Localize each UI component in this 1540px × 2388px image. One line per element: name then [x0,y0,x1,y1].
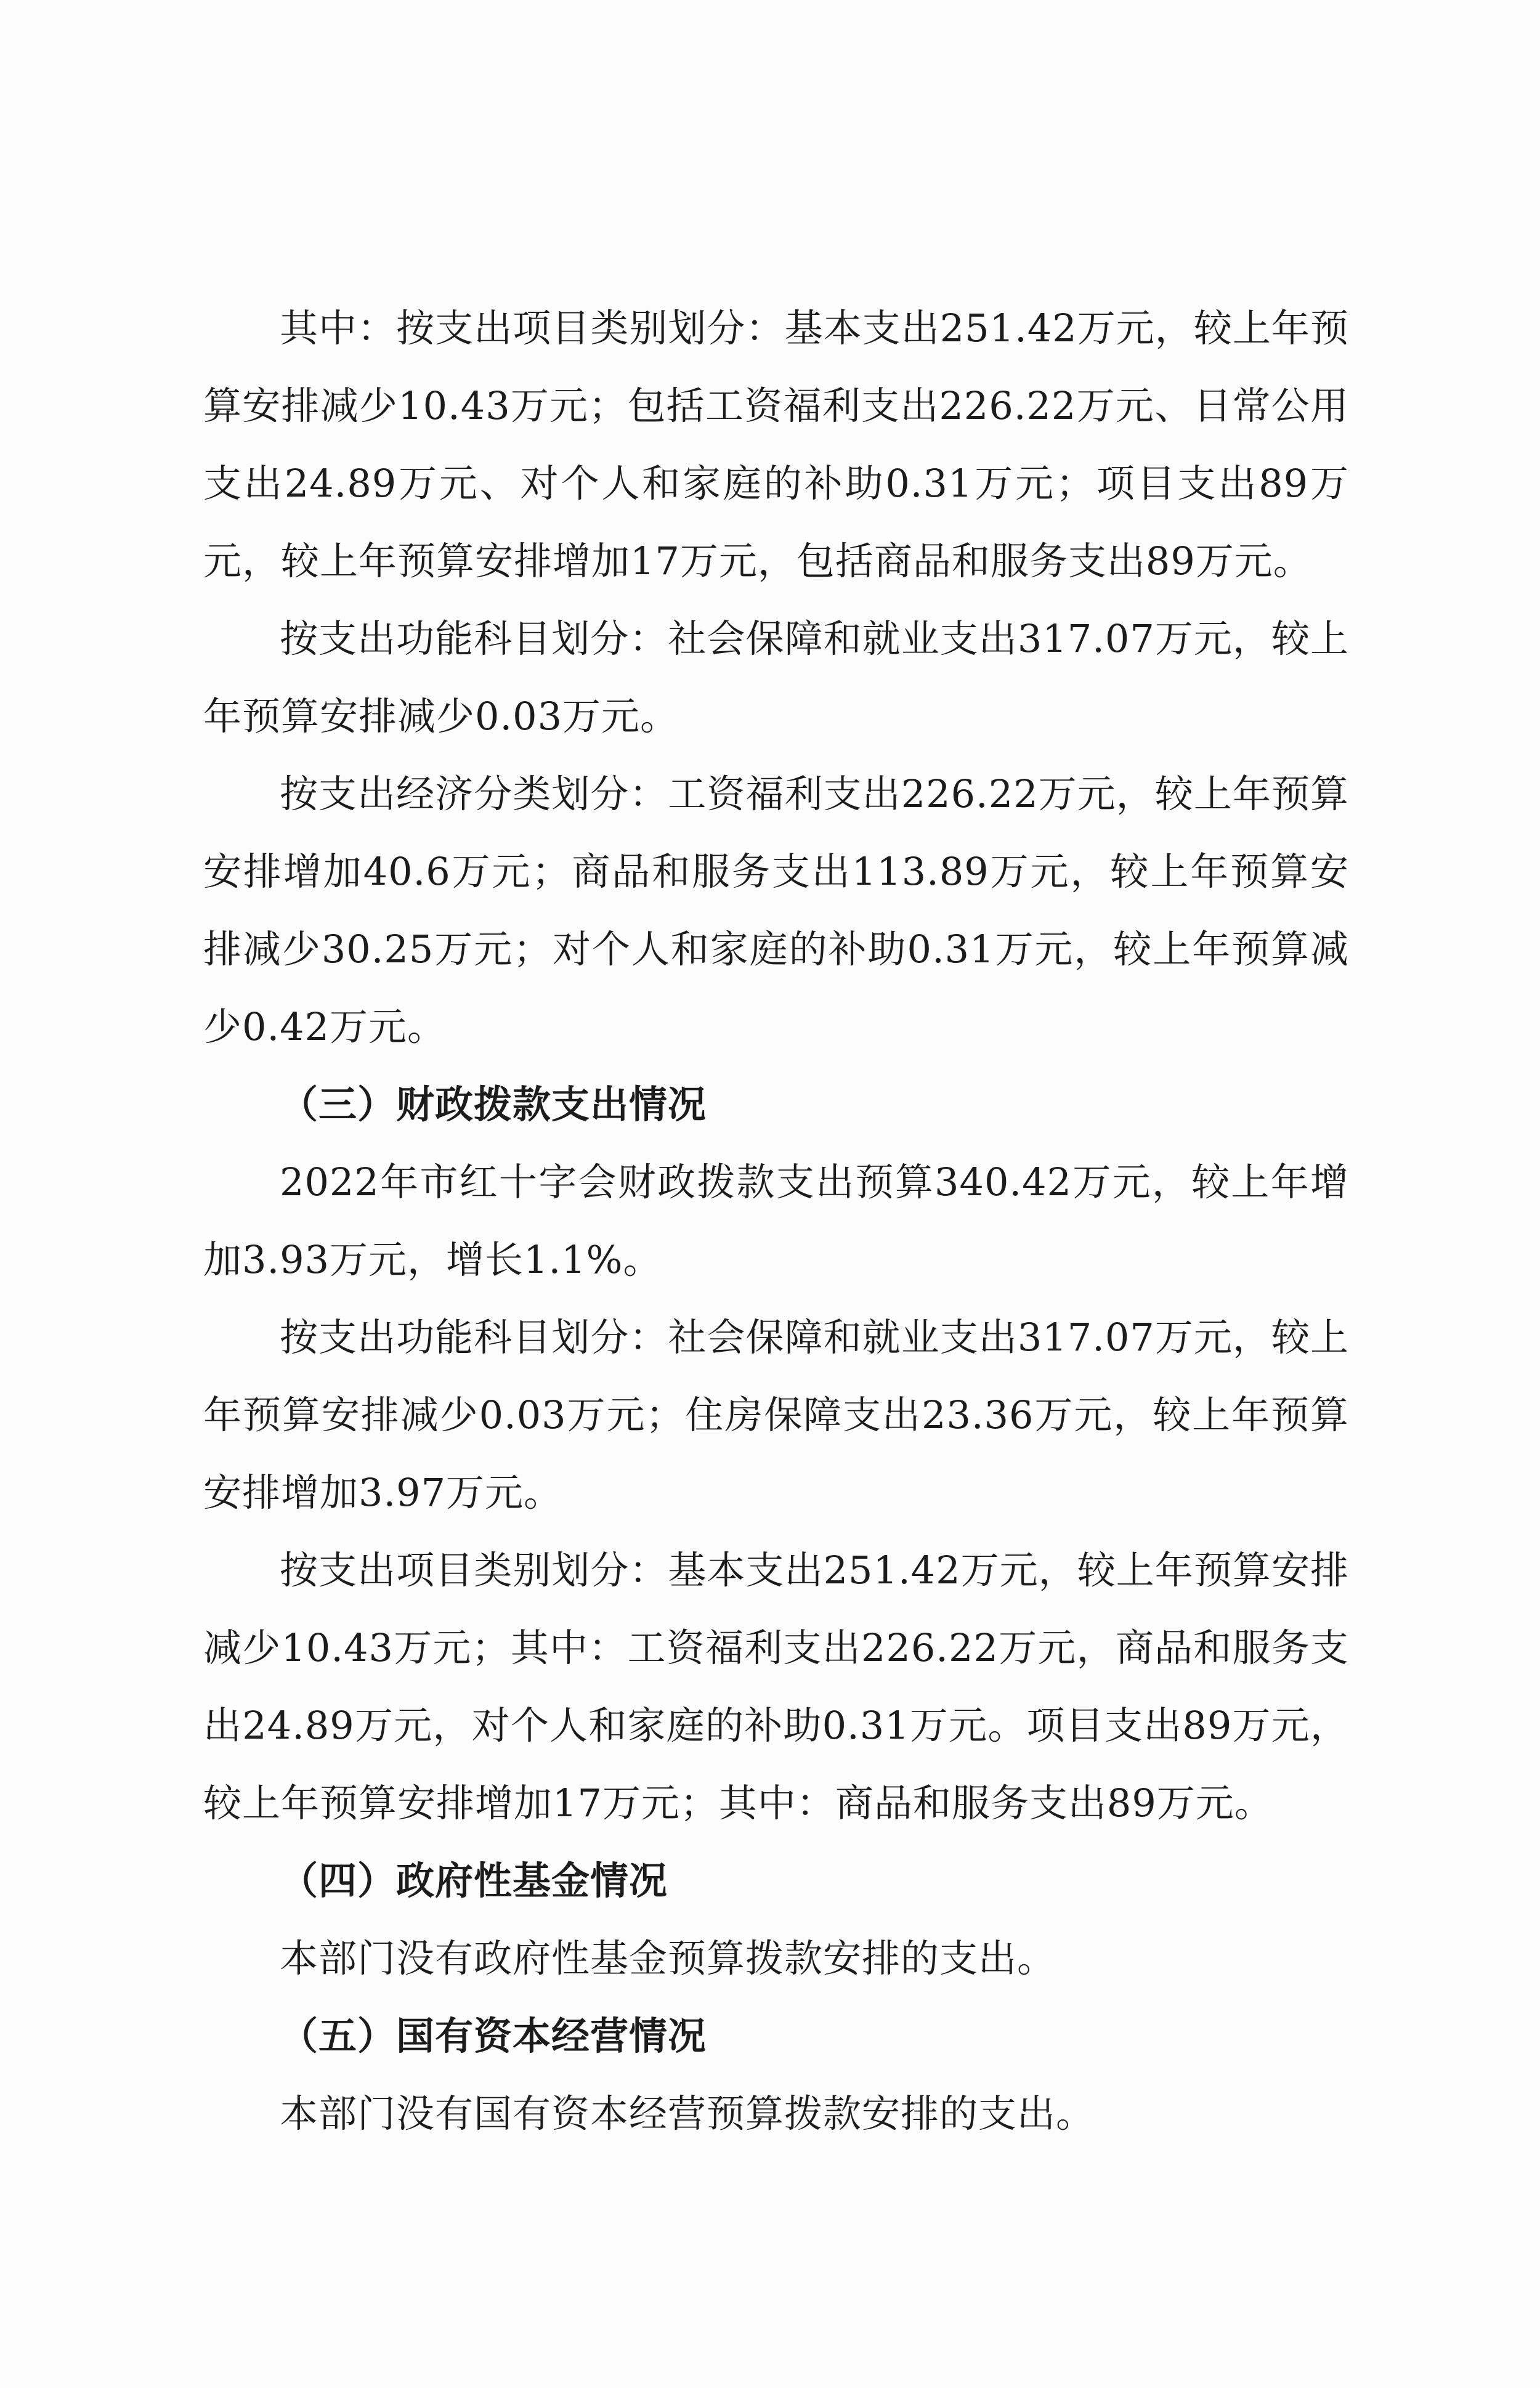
paragraph-fiscal-by-project-category: 按支出项目类别划分：基本支出251.42万元，较上年预算安排减少10.43万元；其中：工资福利支出226.22万元，商品和服务支出24.89万元，对个人和家庭的补助0.31万元。项目支出89万元，较上年预算安排增加17万元；其中：商品和服务支出89万元。 [203,1548,1349,1826]
document-body [203,290,1349,2153]
paragraph-fiscal-by-function: 按支出功能科目划分：社会保障和就业支出317.07万元，较上年预算安排减少0.03万元；住房保障支出23.36万元，较上年预算安排增加3.97万元。 [203,1315,1349,1515]
paragraph-fiscal-appropriation-total: 2022年市红十字会财政拨款支出预算340.42万元，较上年增加3.93万元，增长1.1%。 [203,1159,1349,1282]
paragraph-government-fund: 本部门没有政府性基金预算拨款安排的支出。 [280,1936,1056,1981]
section-heading-fiscal-appropriation: （三）财政拨款支出情况 [280,1082,707,1127]
paragraph-expenditure-by-economic-class: 按支出经济分类划分：工资福利支出226.22万元，较上年预算安排增加40.6万元；商品和服务支出113.89万元，较上年预算安排减少30.25万元；对个人和家庭的补助0.31万元，较上年预算减少0.42万元。 [203,771,1349,1049]
paragraph-expenditure-by-function: 按支出功能科目划分：社会保障和就业支出317.07万元，较上年预算安排减少0.03万元。 [203,616,1349,739]
paragraph-expenditure-by-project-category: 其中：按支出项目类别划分：基本支出251.42万元，较上年预算安排减少10.43万元；包括工资福利支出226.22万元、日常公用支出24.89万元、对个人和家庭的补助0.31万元；项目支出89万元，较上年预算安排增加17万元，包括商品和服务支出89万元。 [203,306,1349,583]
section-heading-government-fund: （四）政府性基金情况 [280,1858,668,1903]
paragraph-state-capital: 本部门没有国有资本经营预算拨款安排的支出。 [280,2091,1095,2136]
section-heading-state-capital: （五）国有资本经营情况 [280,2013,707,2058]
